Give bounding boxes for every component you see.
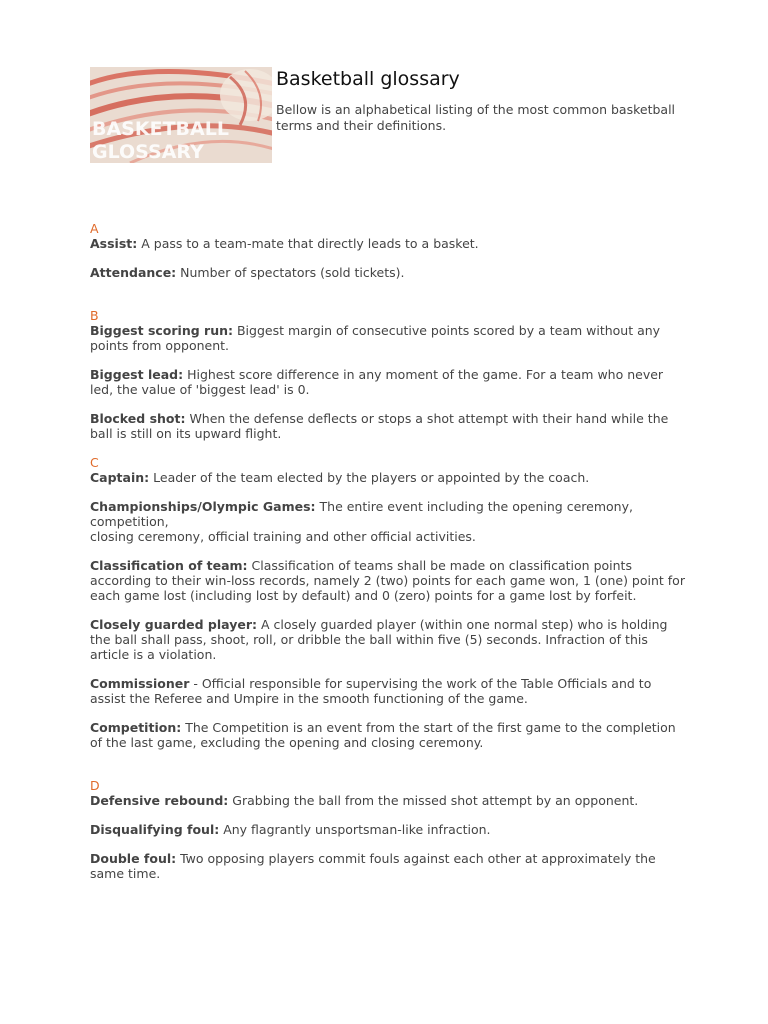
section-letter: A xyxy=(90,221,99,236)
entry-term: Double foul: xyxy=(90,851,177,866)
glossary-entry xyxy=(90,676,690,706)
glossary-entry xyxy=(90,265,690,280)
entry-term: Closely guarded player: xyxy=(90,617,257,632)
entry-definition: Grabbing the ball from the missed shot attempt by an opponent. xyxy=(228,793,639,808)
section-letter: C xyxy=(90,455,99,470)
section-d xyxy=(90,778,690,881)
glossary-entry xyxy=(90,499,690,544)
entry-definition: When the defense deflects or stops a shot attempt with their hand while the ball is still on its upward flight. xyxy=(90,411,669,441)
entry-term: Championships/Olympic Games: xyxy=(90,499,316,514)
entry-term: Biggest lead: xyxy=(90,367,184,382)
entry-definition: Any flagrantly unsportsman-like infraction. xyxy=(219,822,491,837)
glossary-entry xyxy=(90,470,690,485)
banner-text-line1: BASKETBALL xyxy=(92,118,229,140)
banner-text-line2: GLOSSARY xyxy=(92,141,204,163)
glossary-entry xyxy=(90,617,690,662)
glossary-entry xyxy=(90,851,690,881)
entry-term: Biggest scoring run: xyxy=(90,323,233,338)
glossary-entry xyxy=(90,793,690,808)
section-a xyxy=(90,221,690,280)
glossary-entry xyxy=(90,822,690,837)
glossary-entry xyxy=(90,558,690,603)
intro-text: Bellow is an alphabetical listing of the most common basketball terms and their definitions. xyxy=(276,102,676,133)
glossary-entry xyxy=(90,236,690,251)
entry-term: Captain: xyxy=(90,470,150,485)
entry-definition: Two opposing players commit fouls against each other at approximately the same time. xyxy=(90,851,656,881)
section-c xyxy=(90,455,690,750)
entry-definition: A pass to a team-mate that directly leads to a basket. xyxy=(137,236,479,251)
entry-term: Attendance: xyxy=(90,265,177,280)
glossary-body xyxy=(90,221,690,895)
entry-definition: Classification of teams shall be made on classification points according to their win-loss records, namely 2 (two) points for each game won, 1 (one) point for each game lost (including lost by default) and 0 (zero) points for a game lost by forfeit. xyxy=(90,558,685,603)
entry-term: Competition: xyxy=(90,720,182,735)
entry-definition: Biggest margin of consecutive points scored by a team without any points from opponent. xyxy=(90,323,661,353)
basketball-glossary-banner-image xyxy=(90,67,272,163)
entry-definition: - Official responsible for supervising the work of the Table Officials and to assist the Referee and Umpire in the smooth functioning of the game. xyxy=(90,676,652,706)
entry-definition: The Competition is an event from the start of the first game to the completion of the last game, excluding the opening and closing ceremony. xyxy=(90,720,676,750)
entry-term: Defensive rebound: xyxy=(90,793,229,808)
entry-term: Commissioner xyxy=(90,676,190,691)
entry-definition: Number of spectators (sold tickets). xyxy=(176,265,405,280)
section-b xyxy=(90,308,690,441)
entry-definition: A closely guarded player (within one normal step) who is holding the ball shall pass, shoot, roll, or dribble the ball within five (5) seconds. Infraction of this article is a violation. xyxy=(90,617,668,662)
section-letter: D xyxy=(90,778,100,793)
entry-term: Classification of team: xyxy=(90,558,248,573)
entry-term: Assist: xyxy=(90,236,138,251)
section-letter: B xyxy=(90,308,99,323)
glossary-entry xyxy=(90,720,690,750)
entry-term: Disqualifying foul: xyxy=(90,822,220,837)
glossary-entry xyxy=(90,367,690,397)
entry-definition: The entire event including the opening ceremony, competition, closing ceremony, official training and other official activities. xyxy=(90,499,633,544)
page-title: Basketball glossary xyxy=(276,68,460,90)
entry-term: Blocked shot: xyxy=(90,411,186,426)
glossary-entry xyxy=(90,323,690,353)
entry-definition: Leader of the team elected by the players or appointed by the coach. xyxy=(149,470,590,485)
glossary-entry xyxy=(90,411,690,441)
entry-definition: Highest score difference in any moment of the game. For a team who never led, the value of 'biggest lead' is 0. xyxy=(90,367,664,397)
